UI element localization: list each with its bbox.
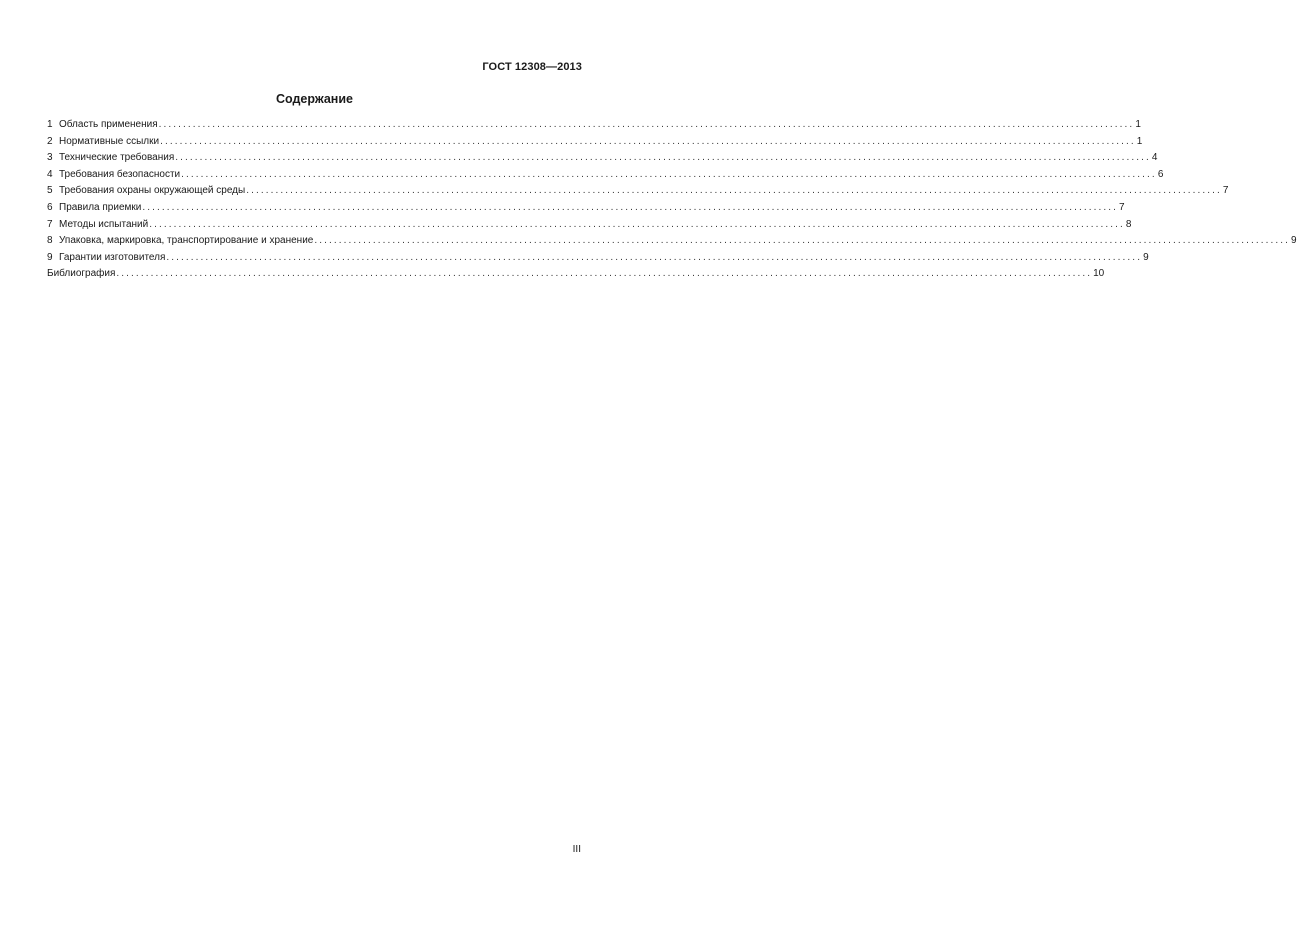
- toc-entry-page: 7: [1119, 201, 1125, 213]
- toc-leader-dots: ........................................................................................................................................................................................................: [149, 218, 1125, 230]
- toc-entry-title: Требования безопасности: [59, 168, 181, 180]
- toc-leader-dots: ........................................................................................................................................................................................................: [116, 268, 1093, 280]
- toc-entry-1[interactable]: [47, 119, 1141, 136]
- toc-entry-7[interactable]: [47, 218, 1132, 236]
- toc-leader-dots: ........................................................................................................................................................................................................: [175, 152, 1151, 164]
- toc-entry-title: Библиография: [47, 268, 116, 280]
- toc-entry-title: Требования охраны окружающей среды: [59, 185, 246, 197]
- toc-entry-8[interactable]: [47, 235, 1297, 252]
- document-id: ГОСТ 12308—2013: [482, 61, 582, 73]
- page-title: Содержание: [275, 92, 353, 106]
- toc-entry-page: 9: [1291, 235, 1297, 247]
- toc-leader-dots: ........................................................................................................................................................................................................: [158, 119, 1135, 130]
- toc-entry-page: 9: [1143, 251, 1149, 263]
- toc-entry-page: 7: [1222, 185, 1229, 197]
- toc-entry-title: Область применения: [59, 119, 158, 130]
- toc-leader-dots: ........................................................................................................................................................................................................: [160, 135, 1136, 147]
- toc-entry-3[interactable]: [47, 152, 1158, 169]
- toc-entry-number: 3: [47, 152, 53, 164]
- toc-entry-5[interactable]: [47, 185, 1229, 202]
- toc-leader-dots: ........................................................................................................................................................................................................: [181, 168, 1157, 180]
- toc-entry-number: 5: [47, 185, 53, 197]
- toc-entry-title: Правила приемки: [59, 201, 142, 213]
- toc-entry-page: 8: [1125, 218, 1132, 230]
- toc-entry-title: Гарантии изготовителя: [59, 251, 166, 263]
- toc-entry-number: 2: [47, 135, 53, 147]
- toc-entry-page: 6: [1157, 168, 1164, 180]
- toc-entry-2[interactable]: [47, 135, 1143, 153]
- toc-entry-4[interactable]: [47, 168, 1164, 186]
- toc-entry-number: 6: [47, 201, 53, 213]
- toc-entry-title: Методы испытаний: [59, 218, 149, 230]
- toc-leader-dots: ........................................................................................................................................................................................................: [314, 235, 1291, 247]
- toc-entry-page: 4: [1151, 152, 1158, 164]
- toc-entry-number: 1: [47, 119, 53, 130]
- toc-entry-title: Нормативные ссылки: [59, 135, 160, 147]
- toc-entry-page: 1: [1135, 119, 1141, 130]
- toc-entry-page: 1: [1136, 135, 1143, 147]
- table-of-contents: [47, 119, 1297, 285]
- toc-entry-6[interactable]: [47, 201, 1125, 219]
- page-number: III: [572, 844, 581, 855]
- toc-entry-title: Технические требования: [59, 152, 175, 164]
- toc-entry-page: 10: [1093, 268, 1105, 280]
- toc-entry-bibliography[interactable]: [47, 268, 1105, 285]
- toc-entry-title: Упаковка, маркировка, транспортирование и хранение: [59, 235, 314, 247]
- toc-entry-number: 8: [47, 235, 53, 247]
- toc-leader-dots: ........................................................................................................................................................................................................: [246, 185, 1222, 197]
- toc-leader-dots: ........................................................................................................................................................................................................: [166, 251, 1143, 263]
- toc-leader-dots: ........................................................................................................................................................................................................: [142, 201, 1119, 213]
- toc-entry-number: 9: [47, 251, 53, 263]
- toc-entry-9[interactable]: [47, 251, 1149, 269]
- toc-entry-number: 7: [47, 218, 53, 230]
- toc-entry-number: 4: [47, 168, 53, 180]
